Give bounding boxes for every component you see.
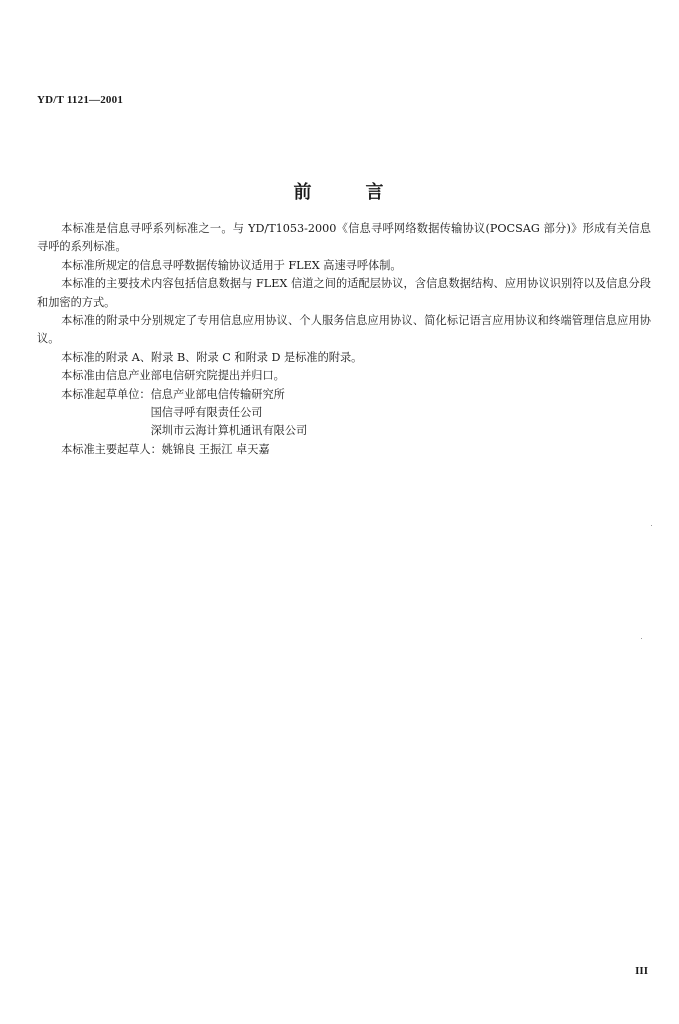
drafting-unit: 深圳市云海计算机通讯有限公司	[150, 424, 308, 438]
title-part-1: 前	[293, 182, 314, 203]
drafting-unit: 信息产业部电信传输研究所	[150, 387, 285, 401]
drafting-units-label: 本标准起草单位：	[61, 387, 151, 401]
standard-code: YD/T 1121—2001	[37, 94, 124, 106]
foreword-body	[37, 220, 651, 459]
scan-speck	[641, 638, 642, 639]
paragraph-drafters: 本标准主要起草人：姚锦良 王振江 卓天嘉	[61, 442, 270, 456]
page-title	[0, 178, 679, 204]
title-part-2: 言	[365, 182, 386, 203]
drafting-units	[37, 386, 651, 441]
paragraph-appendices-normative: 本标准的附录 A、附录 B、附录 C 和附录 D 是标准的附录。	[61, 350, 363, 364]
scan-speck	[651, 525, 652, 526]
paragraph-technical-content: 本标准的主要技术内容包括信息数据与 FLEX 信道之间的适配层协议，含信息数据结构、应用协议识别符以及信息分段和加密的方式。	[37, 277, 651, 309]
paragraph-scope: 本标准所规定的信息寻呼数据传输协议适用于 FLEX 高速寻呼体制。	[61, 258, 402, 272]
page-number: III	[635, 965, 648, 977]
paragraph-series: 本标准是信息寻呼系列标准之一。与 YD/T1053-2000《信息寻呼网络数据传输协议(POCSAG 部分)》形成有关信息寻呼的系列标准。	[37, 222, 651, 254]
drafting-unit: 国信寻呼有限责任公司	[150, 406, 263, 420]
paragraph-proposer: 本标准由信息产业部电信研究院提出并归口。	[61, 369, 285, 383]
paragraph-appendices-scope: 本标准的附录中分别规定了专用信息应用协议、个人服务信息应用协议、简化标记语言应用协议和终端管理信息应用协议。	[37, 314, 651, 346]
drafting-units-list	[151, 386, 308, 441]
